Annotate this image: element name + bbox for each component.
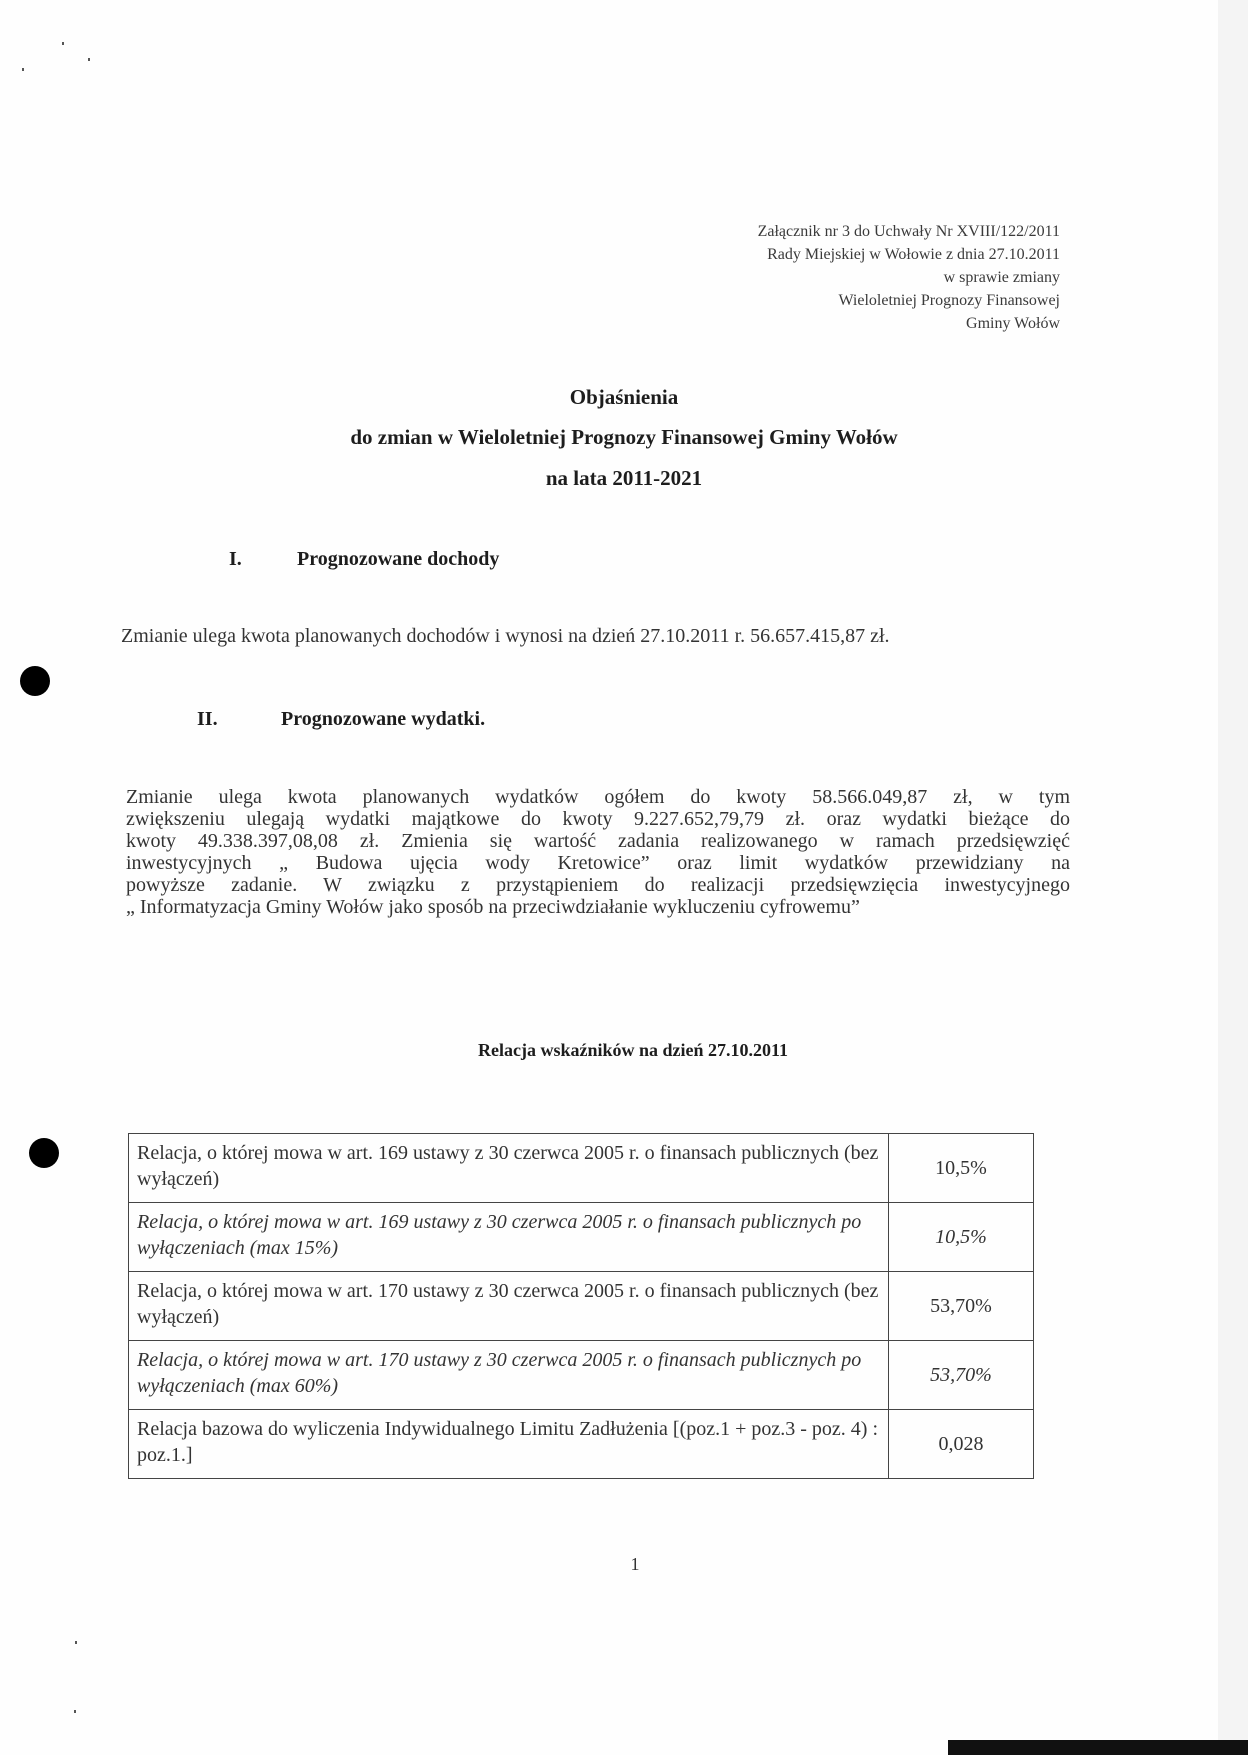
- header-line: w sprawie zmiany: [943, 269, 1060, 286]
- paragraph-line: Zmianie ulega kwota planowanych wydatków ogółem do kwoty 58.566.049,87 zł, w tym: [126, 786, 1070, 808]
- header-line: Wieloletniej Prognozy Finansowej: [838, 292, 1060, 309]
- table-row: [129, 1410, 1034, 1479]
- scan-speck: [88, 58, 90, 61]
- page-number: 1: [630, 1554, 640, 1574]
- indicators-title: Relacja wskaźników na dzień 27.10.2011: [477, 1040, 789, 1060]
- scan-speck: [62, 42, 64, 45]
- row-label: Relacja, o której mowa w art. 169 ustawy z 30 czerwca 2005 r. o finansach publicznych (bez wyłączeń): [129, 1134, 889, 1203]
- document-title: Objaśnienia: [569, 385, 679, 409]
- row-value: 53,70%: [889, 1341, 1034, 1410]
- scan-speck: [22, 68, 24, 71]
- row-label: Relacja, o której mowa w art. 170 ustawy z 30 czerwca 2005 r. o finansach publicznych (bez wyłączeń): [129, 1272, 889, 1341]
- scan-edge: [1218, 0, 1248, 1755]
- scan-shadow: [948, 1740, 1248, 1755]
- paragraph-line: powyższe zadanie. W związku z przystąpieniem do realizacji przedsięwzięcia inwestycyjnego: [126, 874, 1070, 896]
- attachment-header: [758, 220, 1060, 335]
- section-number: I.: [229, 548, 242, 570]
- section-heading: [229, 548, 499, 571]
- section-number: II.: [197, 708, 218, 730]
- row-label: Relacja, o której mowa w art. 170 ustawy z 30 czerwca 2005 r. o finansach publicznych po wyłączeniach (max 60%): [129, 1341, 889, 1410]
- section-heading: [197, 708, 485, 731]
- table-row: [129, 1134, 1034, 1203]
- scan-speck: [74, 1710, 76, 1713]
- section-title: Prognozowane wydatki.: [281, 708, 486, 730]
- paragraph-line: inwestycyjnych „ Budowa ujęcia wody Kretowice” oraz limit wydatków przewidziany na: [126, 852, 1070, 874]
- document-period: na lata 2011-2021: [545, 466, 703, 490]
- header-line: Rady Miejskiej w Wołowie z dnia 27.10.2011: [767, 246, 1060, 263]
- table-row: [129, 1341, 1034, 1410]
- punch-hole: [20, 666, 50, 696]
- expenses-paragraph: [126, 786, 1070, 918]
- header-line: Gminy Wołów: [966, 315, 1060, 332]
- section-title: Prognozowane dochody: [297, 548, 500, 570]
- row-value: 10,5%: [889, 1134, 1034, 1203]
- header-line: Załącznik nr 3 do Uchwały Nr XVIII/122/2011: [757, 223, 1060, 240]
- row-value: 0,028: [889, 1410, 1034, 1479]
- paragraph-line: kwoty 49.338.397,08,08 zł. Zmienia się wartość zadania realizowanego w ramach przedsięwzięć: [126, 830, 1070, 852]
- paragraph-line: zwiększeniu ulegają wydatki majątkowe do kwoty 9.227.652,79,79 zł. oraz wydatki bieżące do: [126, 808, 1070, 830]
- row-label: Relacja bazowa do wyliczenia Indywidualnego Limitu Zadłużenia [(poz.1 + poz.3 - poz. 4) : poz.1.]: [129, 1410, 889, 1479]
- document-subtitle: do zmian w Wieloletniej Prognozy Finansowej Gminy Wołów: [350, 425, 898, 449]
- scan-speck: [75, 1641, 77, 1644]
- indicators-table: [128, 1133, 1034, 1479]
- punch-hole: [29, 1138, 59, 1168]
- table-row: [129, 1272, 1034, 1341]
- table-row: [129, 1203, 1034, 1272]
- income-paragraph: Zmianie ulega kwota planowanych dochodów i wynosi na dzień 27.10.2011 r. 56.657.415,87 zł.: [121, 625, 890, 647]
- row-value: 53,70%: [889, 1272, 1034, 1341]
- row-value: 10,5%: [889, 1203, 1034, 1272]
- paragraph-line: „ Informatyzacja Gminy Wołów jako sposób na przeciwdziałanie wykluczeniu cyfrowemu”: [126, 896, 860, 918]
- row-label: Relacja, o której mowa w art. 169 ustawy z 30 czerwca 2005 r. o finansach publicznych po wyłączeniach (max 15%): [129, 1203, 889, 1272]
